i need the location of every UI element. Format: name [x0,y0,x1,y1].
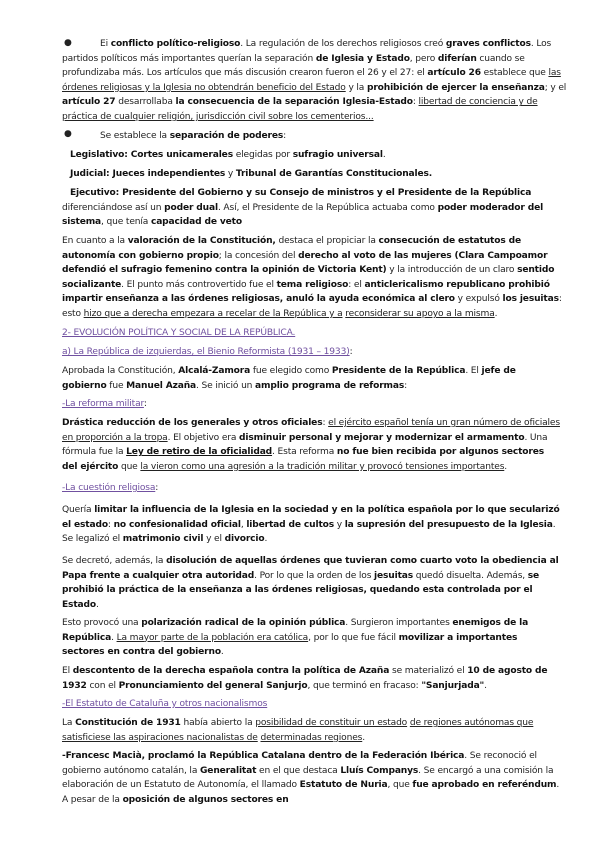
text-run: y [334,519,345,530]
text-run: . Una fórmula fue la [62,432,548,458]
text-run: En cuanto a la [62,236,128,246]
text-run: . [504,461,508,472]
text-run: graves conflictos [445,39,531,49]
text-run: Se establece la [100,131,170,141]
text-run: la vieron como una agresión a la tradición militar y provocó tensiones importantes [140,461,505,472]
text-run: : [412,97,419,108]
text-run: diferían [437,53,477,64]
text-run: Generalitat [199,765,257,776]
bullet-icon: ● [64,38,72,48]
text-run: disolución de aquellas órdenes que tuvieran como cuarto voto la obediencia al Papa frente a cualquier otra autoridad [62,556,559,581]
text-run: la consecuencia de la separación Iglesia-Estado [175,97,413,108]
text-run: sentido socializante [62,265,555,290]
text-run: Legislativo: Cortes unicamerales [70,150,233,160]
paragraph-reforma-militar [62,416,562,474]
text-run: diferenciándose así un [62,202,165,213]
text-run: Manuel Azaña [126,380,197,391]
text-run: destaca el propiciar la [275,236,379,246]
text-run: Esto provocó una [62,618,142,628]
text-run: : [349,347,353,357]
text-run: Estatuto de Nuria [299,780,388,791]
text-run: libertad de cultos [246,519,334,530]
text-run: con el [86,680,119,691]
paragraph-separacion [100,129,540,144]
text-run: no fue bien recibida por algunos sectores del ejército [62,447,544,472]
text-run: los jesuitas [502,294,559,305]
text-run: establece que [480,68,549,79]
text-run: conflicto político-religioso [110,39,241,49]
text-run: , [240,519,247,530]
text-run: que [118,461,141,472]
text-run: jefe de gobierno [62,366,516,391]
text-run: posibilidad de constituir un estado [255,718,408,728]
text-run: . La regulación de los derechos religiosos creó [240,39,446,49]
paragraph-aprobada [62,364,562,393]
text-run: divorcio [224,534,265,545]
text-run: Pronunciamiento del general Sanjurjo [118,680,308,691]
text-run: . [382,150,386,160]
text-run: desarrollaba [115,97,176,108]
text-run: . [484,680,487,691]
text-run: se materializó el [389,666,468,676]
text-run: sufragio universal [292,150,383,160]
text-run: se prohibió la práctica de la enseñanza a las órdenes religiosas, quedando esta controlada por el Estado [62,570,540,610]
text-run: a) La República de izquierdas, el Bienio Reformista (1931 – 1933) [62,347,350,357]
text-run: . Por lo que la orden de los [254,570,375,581]
paragraph-conflicto [62,37,568,125]
text-run: y la introducción de un claro [386,265,518,276]
text-run: reconsiderar su apoyo a la misma [345,308,495,319]
text-run: La [62,718,76,728]
text-run: Lluís Companys [340,765,419,776]
subsection-heading [62,345,562,360]
text-run: Ley de retiro de la oficialidad [126,447,273,458]
paragraph-legislativo [70,148,570,163]
text-run: había abierto la [180,718,256,728]
text-run: descontento de la derecha española contra la política de Azaña [72,666,390,676]
text-run: . Esta reforma [272,447,337,458]
text-run: . El punto más controvertido fue el [121,279,277,290]
text-run: fue aprobado en referéndum [412,780,557,791]
text-run: valoración de la Constitución, [127,236,276,246]
text-run: oposición de algunos sectores en [122,794,289,805]
text-run: : el [348,279,365,290]
text-run: elegidas por [232,150,293,160]
text-run: : [404,380,408,391]
text-run: tema religioso [276,279,349,290]
text-run: artículo 27 [62,97,116,108]
text-run: Aprobada la Constitución, [62,366,179,376]
text-run: capacidad de veto [150,217,242,228]
text-run: Se decretó, además, la [62,556,167,566]
text-run: prohibición de ejercer la enseñanza [366,82,545,93]
paragraph-judicial [70,167,570,182]
text-run: El [62,666,73,676]
heading-estatuto [62,697,562,712]
text-run: . [111,632,117,643]
text-run: : [155,483,159,493]
text-run: y la [345,82,367,93]
text-run: y [225,169,236,179]
text-run: : [322,418,329,428]
text-run: , pero [409,53,438,64]
text-run: . [220,647,224,658]
text-run: quedó disuelta. Además, [413,570,528,581]
text-run: . Se reconoció el gobierno autónomo catalán, la [62,751,537,776]
text-run: . [494,308,498,319]
text-run: poder dual [164,202,218,213]
heading-reforma-militar [62,397,562,412]
section-heading [62,326,562,341]
text-run: , que tenía [101,217,151,228]
text-run: consecución de estatutos de autonomía con gobierno propio [62,236,521,261]
text-run: : [283,131,287,141]
text-run: separación de poderes [169,131,284,141]
text-run: . Los partidos políticos más importantes querían la separación [62,39,552,64]
bullet-icon: ● [64,129,72,139]
text-run: ; la concesión del [218,250,299,261]
text-run: 2- EVOLUCIÓN POLÍTICA Y SOCIAL DE LA REPÚBLICA. [62,328,296,338]
text-run: . El [465,366,482,376]
text-run: matrimonio civil [122,534,204,545]
paragraph-religion-3 [62,616,562,660]
text-run: -La reforma militar [62,399,144,409]
text-run: determinadas regiones [260,732,363,743]
text-run: . Se legalizó el [62,519,556,545]
text-run: . Surgieron importantes [345,618,453,628]
paragraph-religion-1 [62,503,562,547]
text-run: jesuitas [374,570,414,581]
text-run: limitar la influencia de la Iglesia en la sociedad y en la política española por lo que secularizó el estado [62,505,560,530]
text-run: . Se inició un [196,380,256,391]
text-run: ; y el [544,82,567,93]
text-run: la supresión del presupuesto de la Iglesia [344,519,553,530]
text-run: , que terminó en fracaso: [307,680,422,691]
text-run: enemigos de la República [62,618,529,643]
text-run: fue elegido como [250,366,332,376]
text-run: Ejecutivo: Presidente del Gobierno y su Consejo de ministros y el Presidente de la República [70,188,532,198]
text-run: poder moderador del sistema [62,202,544,228]
paragraph-estatuto-2 [62,749,562,807]
text-run: fue [106,380,127,391]
text-run: Constitución de 1931 [75,718,181,728]
text-run: 10 de agosto de 1932 [62,666,548,691]
text-run: . El objetivo era [167,432,240,443]
text-run: el ejército español tenía un gran número de oficiales en proporción a la tropa [62,418,560,443]
text-run: las órdenes religiosas y la Iglesia no obtendrán beneficio del Estado [62,68,561,93]
text-run: Alcalá-Zamora [178,366,251,376]
heading-cuestion-religiosa [62,481,562,496]
text-run: -La cuestión religiosa [62,483,156,493]
text-run: Drástica reducción de los generales y otros oficiales [62,418,323,428]
text-run: de regiones autónomas que satisficiese las aspiraciones nacionalistas de [62,718,534,743]
text-run: . Se encargó a una comisión la elaboración de un Estatuto de Autonomía, el llamado [62,765,554,791]
text-run: , que [387,780,413,791]
text-run: amplio programa de reformas [255,380,405,391]
text-run: artículo 26 [427,68,481,79]
text-run: . A pesar de la [62,780,560,805]
paragraph-religion-2 [62,554,562,612]
paragraph-valoracion [62,234,562,322]
text-run: Judicial: Jueces independientes [70,169,226,179]
text-run: Quería [62,505,95,515]
text-run: . [95,599,99,610]
text-run: hizo que a derecha empezara a recelar de la República y a [83,308,343,319]
text-run: Ei [100,39,111,49]
text-run: . [362,732,365,743]
text-run: Tribunal de Garantías Constitucionales. [235,169,433,179]
text-run: de Iglesia y Estado [315,53,410,64]
text-run: disminuir personal y mejorar y modernizar el armamento [239,432,525,443]
text-run: y el [203,534,225,545]
text-run: La mayor parte de la población era católica [116,632,309,643]
text-run: libertad de conciencia y de práctica de cualquier religión, jurisdicción civil sobre los cementerios... [62,97,538,122]
paragraph-ejecutivo [62,186,562,230]
text-run: en el que destaca [256,765,341,776]
text-run: y expulsó [454,294,503,305]
text-run: : esto [62,294,562,319]
text-run: : [143,399,147,409]
paragraph-estatuto-1 [62,716,562,745]
text-run: : [107,519,114,530]
text-run: . Así, el Presidente de la República actuaba como [217,202,438,213]
text-run: Presidente de la República [331,366,466,376]
text-run: no confesionalidad oficial [113,519,241,530]
text-run: "Sanjurjada" [421,680,485,691]
text-run: . [264,534,268,545]
text-run: anticlericalismo republicano prohibió impartir enseñanza a las órdenes religiosas, anuló la ayuda económica al clero [62,279,550,305]
text-run: -Francesc Macià, proclamó la República Catalana dentro de la Federación Ibérica [62,751,465,761]
text-run: derecho al voto de las mujeres (Clara Campoamor defendió el sufragio femenino contra la opinión de Victoria Kent) [62,250,548,276]
paragraph-religion-4 [62,664,562,693]
text-run: , por lo que fue fácil [308,632,399,643]
text-run: cuando se profundizaba más. Los artículos que más discusión crearon fueron el 26 y el 27: el [62,53,525,79]
text-run: -El Estatuto de Cataluña y otros nacionalismos [62,699,268,709]
text-run: polarización radical de la opinión pública [141,618,346,628]
text-run: movilizar a importantes sectores en contra del gobierno [62,632,518,658]
